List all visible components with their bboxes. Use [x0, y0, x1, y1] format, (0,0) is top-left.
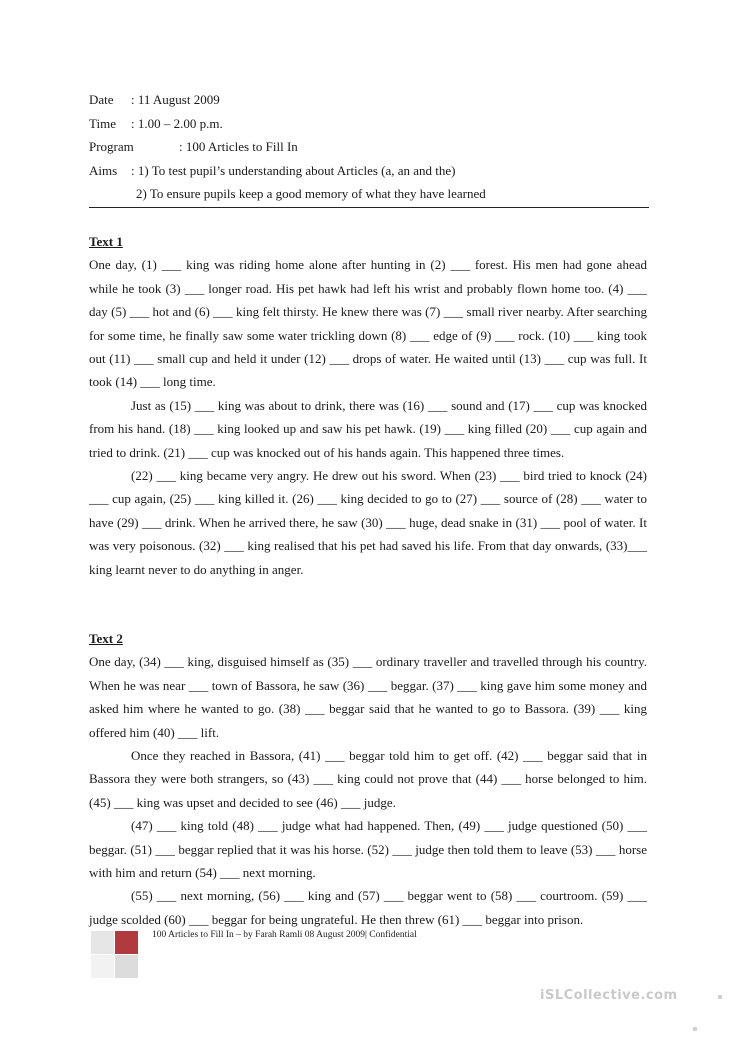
- footer-square: [115, 955, 138, 978]
- aims-line: [89, 159, 649, 183]
- text-2-paragraph-3: (47) ___ king told (48) ___ judge what had happened. Then, (49) ___ judge questioned (50) ___ beggar. (51) ___ beggar replied that it was his horse. (52) ___ judge then told them to leave (53) ___ horse with him and return (54) ___ next morning.: [89, 818, 647, 881]
- time-line: [89, 112, 649, 136]
- text-2-paragraph-1: One day, (34) ___ king, disguised himself as (35) ___ ordinary traveller and travelled through his country. When he was near ___ town of Bassora, he saw (36) ___ beggar. (37) ___ king gave him some money and asked him where he wanted to go. (38) ___ beggar said that he wanted to go to Bassora. (39) ___ king offered him (40) ___ lift.: [89, 654, 647, 740]
- text-2-section: [89, 627, 647, 931]
- time-value: : 1.00 – 2.00 p.m.: [131, 115, 223, 131]
- text-2-title: Text 2: [89, 631, 123, 646]
- program-value: : 100 Articles to Fill In: [179, 139, 298, 154]
- program-line: [89, 135, 649, 159]
- date-line: [89, 88, 649, 112]
- watermark-dot: [718, 995, 722, 999]
- text-1-section: [89, 230, 647, 581]
- text-1-title: Text 1: [89, 234, 123, 249]
- watermark: iSLCollective.com: [540, 988, 678, 1003]
- footer-square: [91, 931, 114, 954]
- aims-label: Aims: [89, 162, 118, 178]
- header-divider: [89, 207, 649, 208]
- program-label: Program: [89, 139, 134, 154]
- date-label: Date: [89, 92, 114, 107]
- watermark-dot: [693, 1027, 697, 1031]
- aim-2: 2) To ensure pupils keep a good memory of what they have learned: [136, 186, 486, 201]
- footer-square: [115, 931, 138, 954]
- text-1-paragraph-3: (22) ___ king became very angry. He drew out his sword. When (23) ___ bird tried to knock (24) ___ cup again, (25) ___ king killed it. (26) ___ king decided to go to (27) ___ source of (28) ___ water to have (29) ___ drink. When he arrived there, he saw (30) ___ huge, dead snake in (31) ___ pool of water. It was very poisonous. (32) ___ king realised that his pet had saved his life. From that day onwards, (33)___ king learnt never to do anything in anger.: [89, 468, 647, 577]
- footer-text: 100 Articles to Fill In – by Farah Ramli 08 August 2009| Confidential: [152, 930, 417, 940]
- text-2-paragraph-4: (55) ___ next morning, (56) ___ king and (57) ___ beggar went to (58) ___ courtroom. (59) ___ judge scolded (60) ___ beggar for being ungrateful. He then threw (61) ___ beggar into prison.: [89, 888, 647, 927]
- time-label: Time: [89, 115, 116, 131]
- text-1-paragraph-1: One day, (1) ___ king was riding home alone after hunting in (2) ___ forest. His men had gone ahead while he took (3) ___ longer road. His pet hawk had left his wrist and probably flown home too. (4) ___ day (5) ___ hot and (6) ___ king felt thirsty. He knew there was (7) ___ small river nearby. After searching for some time, he finally saw some water trickling down (8) ___ edge of (9) ___ rock. (10) ___ king took out (11) ___ small cup and held it under (12) ___ drops of water. He waited until (13) ___ cup was full. It took (14) ___ long time.: [89, 257, 647, 390]
- footer-square: [91, 955, 114, 978]
- date-value: : 11 August 2009: [131, 92, 220, 107]
- aim-1: : 1) To test pupil’s understanding about Articles (a, an and the): [131, 162, 456, 178]
- text-2-paragraph-2: Once they reached in Bassora, (41) ___ beggar told him to get off. (42) ___ beggar said that in Bassora they were both strangers, so (43) ___ king could not prove that (44) ___ horse belonged to him. (45) ___ king was upset and decided to see (46) ___ judge.: [89, 748, 647, 810]
- footer-decoration: [91, 931, 139, 979]
- text-1-paragraph-2: Just as (15) ___ king was about to drink, there was (16) ___ sound and (17) ___ cup was knocked from his hand. (18) ___ king looked up and saw his pet hawk. (19) ___ king filled (20) ___ cup again and tried to drink. (21) ___ cup was knocked out of his hands again. This happened three times.: [89, 397, 647, 460]
- header: [89, 88, 649, 206]
